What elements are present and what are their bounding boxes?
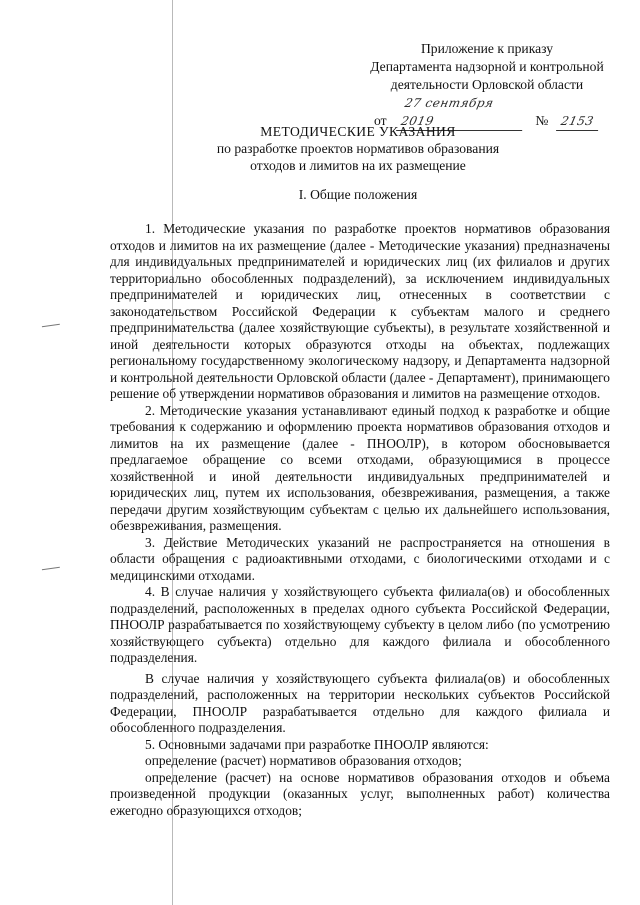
paragraph-5: 5. Основными задачами при разработке ПНООЛР являются: [145,736,489,752]
from-label: от [374,113,387,128]
document-title [118,123,598,174]
paragraph-1: 1. Методические указания по разработке проектов нормативов образования отходов и лимитов на их размещение (далее - Методические указания) предназначены для индивидуальных предпринимателей и юридических лиц (их филиалов и других территориально обособленных подразделений), за исключением индивидуальных предпринимателей и юридических лиц, отнесенных в соответствии с законодательством Российской Федерации к субъектам малого и среднего предпринимательства (далее хозяйствующие субъекты), в результате хозяйственной и иной деятельности которых образуются отходы на объектах, подлежащих региональному государственному экологическому надзору, и Департамента надзорной и контрольной деятельности Орловской области (далее - Департамент), принимающего решение об утверждении нормативов образования и лимитов на размещение отходов. [110,221,610,401]
header-line-2: Департамента надзорной и контрольной [370,59,604,74]
document-body [110,221,610,819]
order-appendix-header [352,40,622,128]
order-date-line [352,94,622,128]
paragraph-2: 2. Методические указания устанавливают единый подход к разработке и общие требования к содержанию и оформлению проекта нормативов образования отходов и лимитов на их размещение (далее - ПНООЛР), в котором обосновывается предлагаемое обращение со всеми отходами, образующимися в процессе хозяйственной и иной деятельности индивидуальных предпринимателей и юридических лиц, путем их использования, обезвреживания, размещения, а также передачи другим хозяйствующим субъектам с целью их дальнейшего использования, обезвреживания, размещения. [110,402,610,533]
margin-mark [42,324,60,329]
header-line-3: деятельности Орловской области [390,77,584,92]
task-item-2: определение (расчет) на основе нормативов образования отходов и объема произведенной продукции (оказанных услуг, выполненных работ) количества ежегодно образующихся отходов; [110,769,610,818]
handwritten-number: 2153 [556,112,602,131]
header-line-1: Приложение к приказу [420,41,554,56]
margin-mark [42,567,60,572]
section-heading: I. Общие положения [298,187,418,202]
title-sub-1: по разработке проектов нормативов образования [216,141,500,156]
paragraph-4: 4. В случае наличия у хозяйствующего субъекта филиала(ов) и обособленных подразделений, расположенных в пределах одного субъекта Российской Федерации, ПНООЛР разрабатывается по хозяйствующему субъекту в целом либо (по усмотрению хозяйствующего субъекта) отдельно для каждого филиала и обособленного подразделения. [110,584,610,665]
paragraph-4-continued: В случае наличия у хозяйствующего субъекта филиала(ов) и обособленных подразделений, расположенных на территории нескольких субъектов Российской Федерации, ПНООЛР разрабатывается отдельно для каждого филиала и обособленного подразделения. [110,670,610,735]
paragraph-3: 3. Действие Методических указаний не распространяется на отношения в области обращения с радиоактивными отходами, с биологическими отходами и с медицинскими отходами. [110,534,610,583]
handwritten-date: 27 сентября 2019 [396,94,530,131]
title-main: МЕТОДИЧЕСКИЕ УКАЗАНИЯ [260,124,456,139]
number-label: № [535,113,549,128]
task-item-1: определение (расчет) нормативов образования отходов; [145,753,462,768]
title-sub-2: отходов и лимитов на их размещение [250,158,466,173]
